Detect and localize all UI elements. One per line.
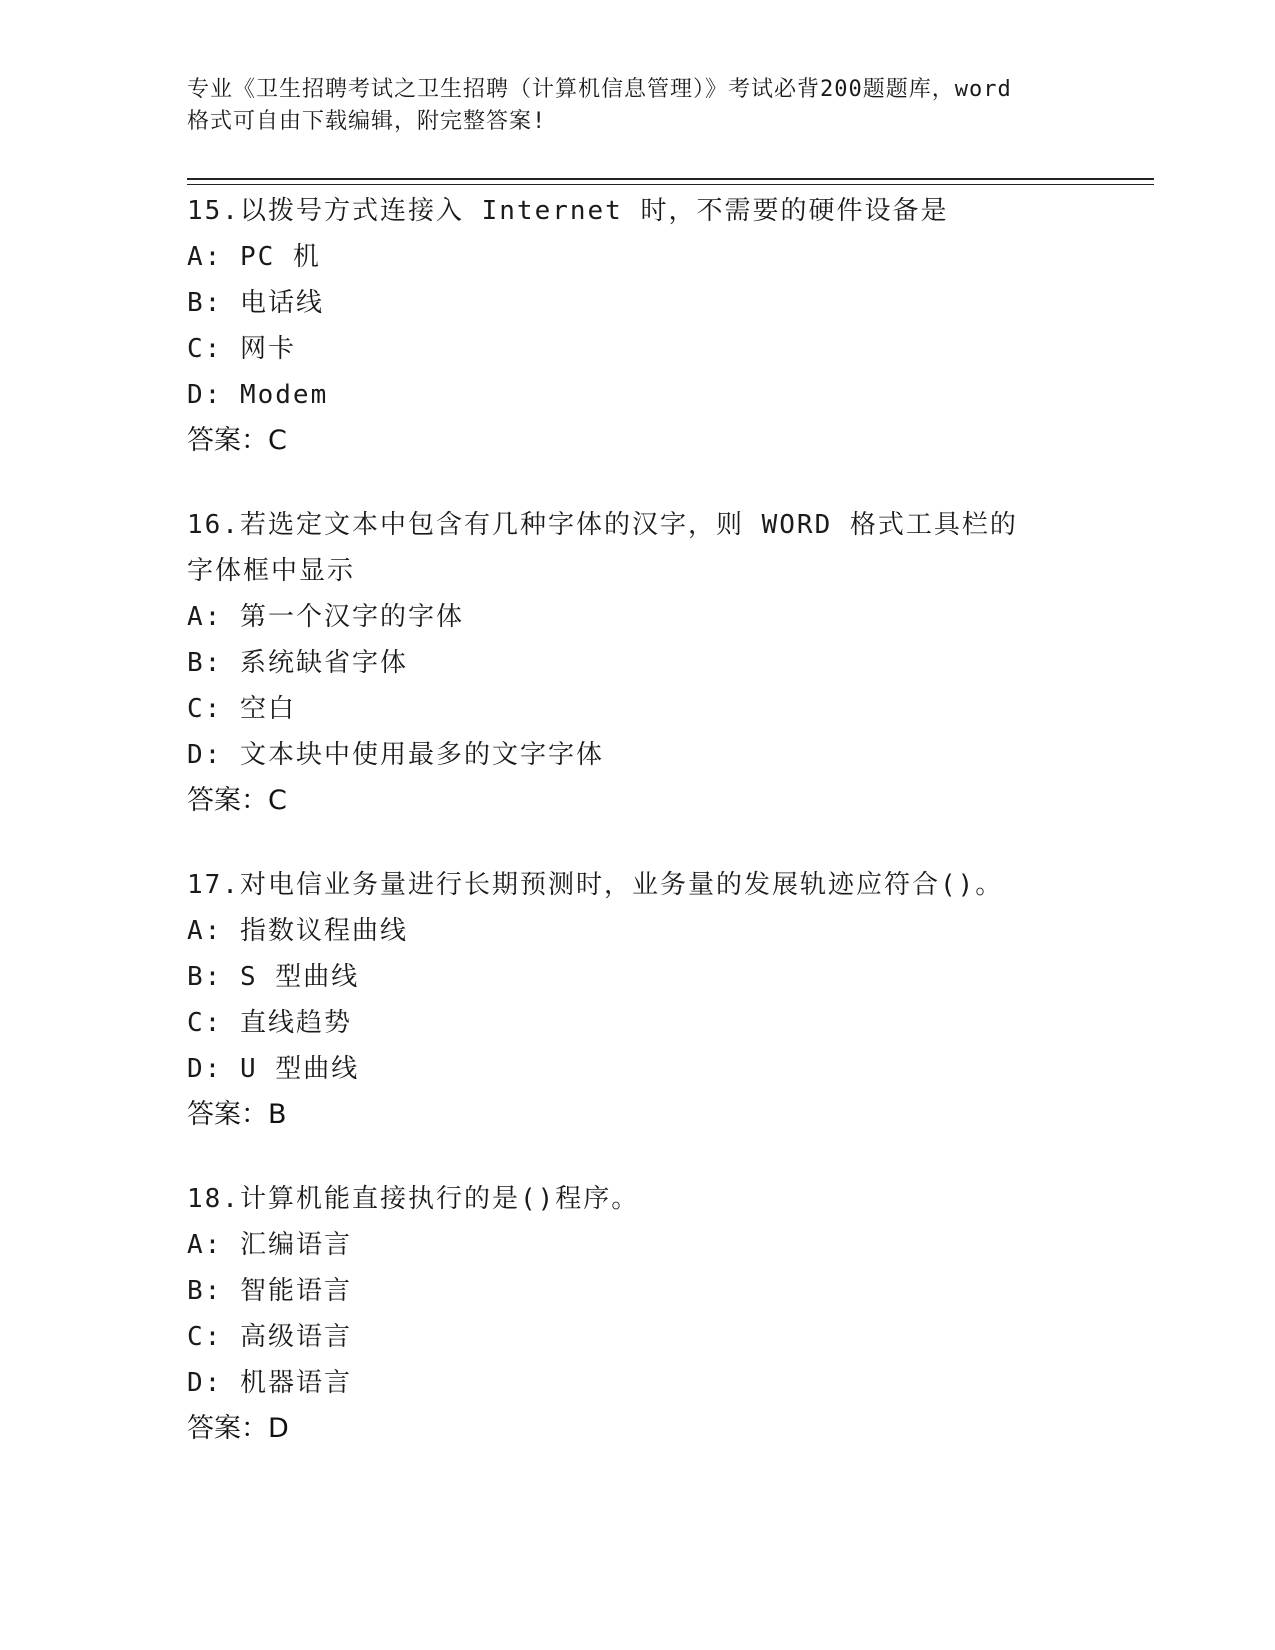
answer-line: 答案：D — [187, 1413, 289, 1444]
question-list — [187, 188, 1087, 1490]
header-line-1: 专业《卫生招聘考试之卫生招聘（计算机信息管理）》考试必背200题题库，word — [187, 77, 1012, 102]
option-c: C: 高级语言 — [187, 1322, 352, 1352]
question-stem: 17.对电信业务量进行长期预测时，业务量的发展轨迹应符合()。 — [187, 870, 1004, 900]
option-b: B: 电话线 — [187, 288, 324, 318]
option-c: C: 网卡 — [187, 334, 296, 364]
question-stem: 18.计算机能直接执行的是()程序。 — [187, 1184, 640, 1214]
answer-line: 答案：C — [187, 785, 287, 816]
question-stem: 16.若选定文本中包含有几种字体的汉字，则 WORD 格式工具栏的字体框中显示 — [187, 510, 1018, 586]
header-divider-thin — [187, 184, 1154, 185]
option-b: B: 系统缺省字体 — [187, 648, 408, 678]
question-stem: 15.以拨号方式连接入 Internet 时，不需要的硬件设备是 — [187, 196, 949, 226]
option-d: D: Modem — [187, 380, 329, 410]
header-divider-thick — [187, 178, 1154, 180]
question-18 — [187, 1176, 1087, 1452]
option-b: B: S 型曲线 — [187, 962, 360, 992]
question-15 — [187, 188, 1087, 464]
option-d: D: U 型曲线 — [187, 1054, 360, 1084]
option-a: A: 指数议程曲线 — [187, 916, 408, 946]
option-d: D: 文本块中使用最多的文字字体 — [187, 740, 604, 770]
option-b: B: 智能语言 — [187, 1276, 352, 1306]
question-16 — [187, 502, 1087, 824]
question-17 — [187, 862, 1087, 1138]
document-header — [187, 74, 1087, 138]
option-a: A: 第一个汉字的字体 — [187, 602, 464, 632]
option-c: C: 直线趋势 — [187, 1008, 352, 1038]
answer-line: 答案：B — [187, 1099, 287, 1130]
option-d: D: 机器语言 — [187, 1368, 352, 1398]
header-line-2: 格式可自由下载编辑，附完整答案! — [187, 109, 547, 134]
option-a: A: 汇编语言 — [187, 1230, 352, 1260]
answer-line: 答案：C — [187, 425, 287, 456]
option-c: C: 空白 — [187, 694, 296, 724]
option-a: A: PC 机 — [187, 242, 321, 272]
